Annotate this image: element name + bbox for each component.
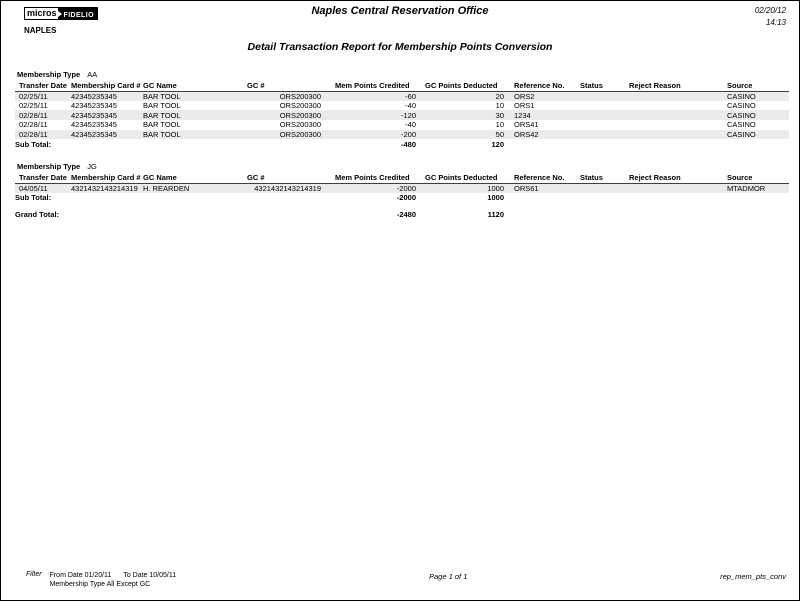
table-row (15, 120, 789, 130)
subtotal-row (15, 193, 789, 203)
property-name: NAPLES (24, 26, 57, 35)
grand-total-row-mem-points: -2480 (396, 209, 417, 219)
logo-micros-text: micros (27, 8, 57, 18)
table-cell: 42345235345 (71, 130, 117, 140)
table-cell: 42345235345 (71, 120, 117, 130)
filter-block (26, 571, 176, 589)
table-cell: 1234 (514, 110, 531, 120)
table-cell (620, 130, 720, 140)
table-cell: 4321432143214319 (254, 183, 321, 193)
column-header: GC Name (141, 81, 245, 91)
table-cell (620, 110, 720, 120)
table-cell: ORS200300 (279, 91, 321, 101)
table-cell: -60 (405, 91, 416, 101)
table-cell: ORS2 (514, 91, 535, 101)
membership-type-value: AA (87, 70, 98, 79)
table-cell (620, 101, 720, 111)
membership-type-line (17, 70, 789, 81)
table-cell: 02/28/11 (19, 110, 48, 120)
column-header: GC Points Deducted (417, 81, 505, 91)
column-header: GC Name (141, 173, 245, 183)
report-sections (15, 70, 789, 219)
table-cell: 20 (495, 91, 504, 101)
table-cell: ORS200300 (279, 110, 321, 120)
table-cell: 30 (495, 110, 504, 120)
table-cell: -2000 (396, 183, 416, 193)
table-cell (620, 91, 720, 101)
table-cell: ORS42 (514, 130, 539, 140)
filter-values (50, 571, 177, 589)
empty-cell (505, 210, 789, 220)
grand-total-table (15, 210, 789, 220)
table-cell: 1000 (487, 183, 504, 193)
table-cell (573, 101, 620, 111)
column-header: Status (573, 81, 620, 91)
table-cell (573, 130, 620, 140)
table-cell: BAR TOOL (143, 110, 181, 120)
table-cell: 42345235345 (71, 101, 117, 111)
report-time: 14:13 (765, 18, 786, 27)
table-cell: 42345235345 (71, 110, 117, 120)
table-cell: 04/05/11 (19, 183, 48, 193)
table-cell: 4321432143214319 (71, 183, 138, 193)
filter-line-dates: From Date 01/20/11 To Date 10/05/11 (49, 572, 177, 579)
column-header: Reference No. (505, 81, 573, 91)
table-cell: BAR TOOL (143, 101, 181, 111)
table-cell (620, 120, 720, 130)
table-cell: CASINO (727, 110, 756, 120)
column-header: Reject Reason (620, 81, 720, 91)
table-cell: 50 (495, 130, 504, 140)
table-cell: ORS41 (514, 120, 539, 130)
membership-type-label: Membership Type (17, 162, 81, 172)
column-header: Membership Card # (71, 81, 141, 91)
table-cell (573, 183, 620, 193)
table-cell: CASINO (727, 91, 756, 101)
table-cell: H. REARDEN (143, 183, 190, 193)
table-row (15, 183, 789, 193)
column-header: GC # (245, 173, 323, 183)
table-cell: ORS200300 (279, 120, 321, 130)
membership-type-label: Membership Type (17, 70, 81, 79)
transactions-table (15, 173, 789, 202)
subtotal-row-gc-points: 1000 (487, 193, 504, 203)
table-cell: MTADMOR (727, 183, 766, 193)
empty-cell (505, 193, 789, 203)
column-header: Reference No. (505, 173, 573, 183)
table-cell: 02/25/11 (19, 91, 48, 101)
subtotal-row-label: Sub Total: (15, 139, 52, 149)
table-cell: -120 (400, 110, 416, 120)
column-header: Reject Reason (620, 173, 720, 183)
report-date: 02/20/12 (754, 6, 786, 15)
table-cell: 02/28/11 (19, 120, 48, 130)
column-header: Source (720, 81, 789, 91)
column-header: Source (720, 173, 789, 183)
office-title: Naples Central Reservation Office (311, 5, 489, 17)
column-header: Mem Points Credited (323, 173, 417, 183)
table-cell: -40 (405, 120, 416, 130)
table-cell: 02/25/11 (19, 101, 48, 111)
subtotal-row-label: Sub Total: (15, 193, 52, 203)
membership-section (15, 70, 789, 149)
table-cell: CASINO (727, 101, 756, 111)
column-header: GC Points Deducted (417, 173, 505, 183)
table-cell (573, 120, 620, 130)
filter-line-membership: Membership Type All Except GC (49, 581, 151, 588)
column-header: Membership Card # (71, 173, 141, 183)
table-header-row (15, 173, 789, 183)
column-header: Transfer Date (15, 173, 69, 183)
membership-type-value: JG (87, 162, 97, 172)
column-header: Transfer Date (15, 81, 69, 91)
filter-label: Filter (26, 571, 42, 578)
grand-total-row-label: Grand Total: (15, 209, 60, 219)
report-file-name: rep_mem_pts_conv (720, 572, 786, 581)
table-cell (620, 183, 720, 193)
membership-section (15, 162, 789, 202)
table-cell: 10 (495, 120, 504, 130)
table-cell (573, 110, 620, 120)
grand-total-row (15, 210, 789, 220)
table-cell: 10 (495, 101, 504, 111)
table-cell: CASINO (727, 120, 756, 130)
table-cell: BAR TOOL (143, 130, 181, 140)
table-cell: -200 (400, 130, 416, 140)
subtotal-row-gc-points: 120 (491, 139, 504, 149)
table-cell: BAR TOOL (143, 91, 181, 101)
logo-fidelio-text: FIDELIO (58, 8, 97, 19)
page-number: Page 1 of 1 (429, 572, 468, 581)
subtotal-row-mem-points: -480 (400, 139, 416, 149)
subtotal-row-mem-points: -2000 (396, 193, 416, 203)
table-cell: -40 (405, 101, 416, 111)
table-row (15, 130, 789, 140)
table-cell: ORS200300 (279, 101, 321, 111)
table-cell: ORS200300 (279, 130, 321, 140)
table-cell: 42345235345 (71, 91, 117, 101)
empty-cell (505, 139, 789, 149)
table-cell: ORS1 (514, 101, 535, 111)
table-cell (573, 91, 620, 101)
transactions-table (15, 81, 789, 149)
table-cell: CASINO (727, 130, 756, 140)
table-cell: ORS61 (514, 183, 539, 193)
table-cell: BAR TOOL (143, 120, 181, 130)
table-header-row (15, 81, 789, 91)
table-row (15, 91, 789, 101)
table-cell: 02/28/11 (19, 130, 48, 140)
membership-type-line (17, 162, 789, 173)
column-header: Mem Points Credited (323, 81, 417, 91)
table-row (15, 101, 789, 111)
grand-total-row-gc-points: 1120 (487, 209, 505, 219)
report-title: Detail Transaction Report for Membership Points Conversion (247, 41, 553, 53)
subtotal-row (15, 139, 789, 149)
table-row (15, 110, 789, 120)
column-header: GC # (245, 81, 323, 91)
column-header: Status (573, 173, 620, 183)
